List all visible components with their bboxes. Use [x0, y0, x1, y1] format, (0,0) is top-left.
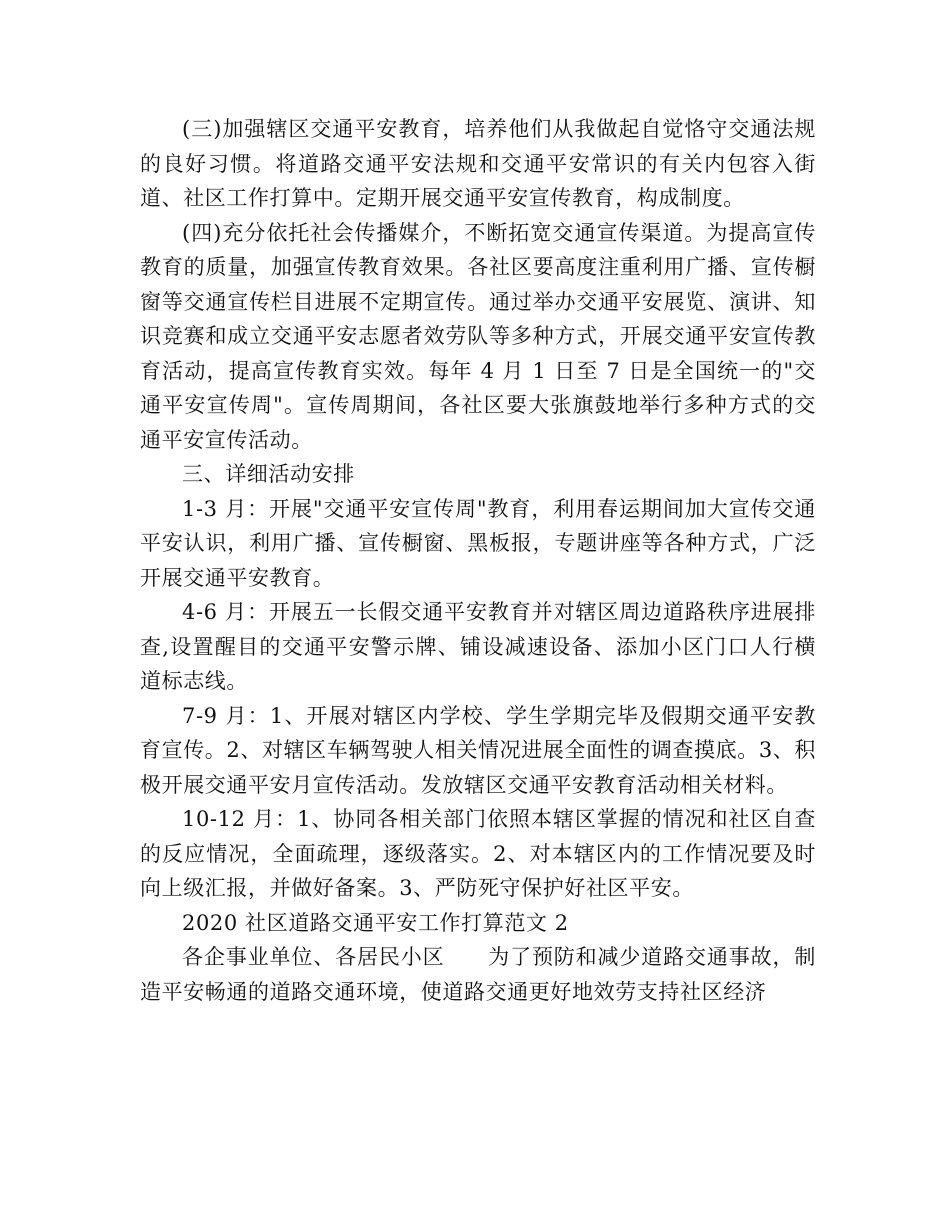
- paragraph-jan-mar: 1-3 月：开展"交通平安宣传周"教育，利用春运期间加大宣传交通平安认识，利用广播、宣传橱窗、黑板报，专题讲座等各种方式，广泛开展交通平安教育。: [140, 496, 816, 590]
- document-body: [140, 112, 816, 1009]
- sample-title: 2020 社区道路交通平安工作打算范文 2: [182, 910, 569, 935]
- section-heading-activities: 三、详细活动安排: [182, 462, 355, 486]
- paragraph-jul-sep: 7-9 月：1、开展对辖区内学校、学生学期完毕及假期交通平安教育宣传。2、对辖区车辆驾驶人相关情况进展全面性的调查摸底。3、积极开展交通平安月宣传活动。发放辖区交通平安教育活动相关材料。: [140, 703, 816, 797]
- paragraph-education: (三)加强辖区交通平安教育，培养他们从我做起自觉恪守交通法规的良好习惯。将道路交通平安法规和交通平安常识的有关内包容入街道、社区工作打算中。定期开展交通平安宣传教育，构成制度。: [140, 117, 816, 210]
- paragraph-oct-dec: 10-12 月：1、协同各相关部门依照本辖区掌握的情况和社区自查的反应情况，全面疏理，逐级落实。2、对本辖区内的工作情况要及时向上级汇报，并做好备案。3、严防死守保护好社区平安。: [140, 807, 816, 900]
- paragraph-apr-jun: 4-6 月：开展五一长假交通平安教育并对辖区周边道路秩序进展排查,设置醒目的交通平安警示牌、铺设减速设备、添加小区门口人行横道标志线。: [140, 600, 816, 693]
- paragraph-intro: 各企事业单位、各居民小区 为了预防和减少道路交通事故，制造平安畅通的道路交通环境，使道路交通更好地效劳支持社区经济: [140, 945, 816, 1004]
- paragraph-media: (四)充分依托社会传播媒介，不断拓宽交通宣传渠道。为提高宣传教育的质量，加强宣传教育效果。各社区要高度注重利用广播、宣传橱窗等交通宣传栏目进展不定期宣传。通过举办交通平安展览、演讲、知识竞赛和成立交通平安志愿者效劳队等多种方式，开展交通平安宣传教育活动，提高宣传教育实效。每年 4 月 1 日至 7 日是全国统一的"交通平安宣传周"。宣传周期间，各社区要大张旗鼓地举行多种方式的交通平安宣传活动。: [140, 220, 816, 452]
